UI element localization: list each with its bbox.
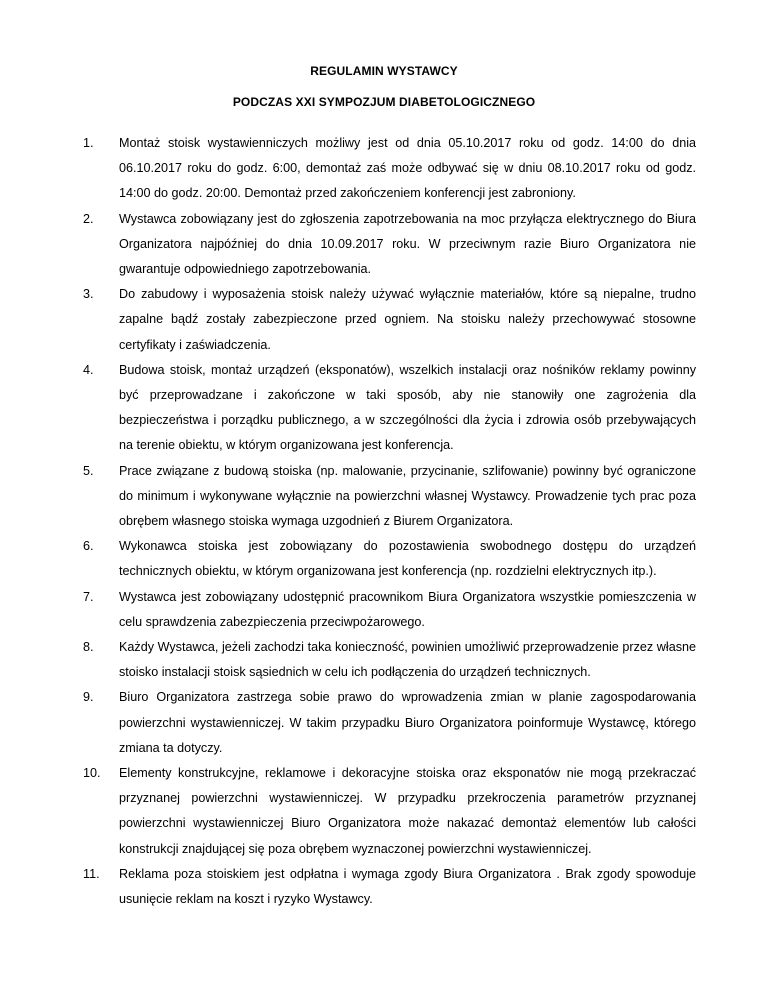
list-item <box>83 459 696 535</box>
item-text: Wystawca jest zobowiązany udostępnić pracownikom Biura Organizatora wszystkie pomieszczenia w celu sprawdzenia zabezpieczenia przeciwpożarowego. <box>119 589 696 629</box>
item-text: Biuro Organizatora zastrzega sobie prawo do wprowadzenia zmian w planie zagospodarowania powierzchni wystawienniczej. W takim przypadku Biuro Organizatora poinformuje Wystawcę, którego zmiana ta dotyczy. <box>119 690 696 755</box>
item-text: Wystawca zobowiązany jest do zgłoszenia zapotrzebowania na moc przyłącza elektrycznego do Biura Organizatora najpóźniej do dnia 10.09.2017 roku. W przeciwnym razie Biuro Organizatora nie gwarantuje odpowiedniego zapotrzebowania. <box>119 211 696 277</box>
item-text: Do zabudowy i wyposażenia stoisk należy używać wyłącznie materiałów, które są niepalne, trudno zapalne bądź zostały zabezpieczone przed ogniem. Na stoisku należy przechowywać stosowne certyfikaty i zaświadczenia. <box>119 287 696 352</box>
list-item <box>83 761 696 862</box>
item-text: Montaż stoisk wystawienniczych możliwy jest od dnia 05.10.2017 roku od godz. 14:00 do dnia 06.10.2017 roku do godz. 6:00, demontaż zaś może odbywać się w dniu 08.10.2017 roku od godz. 14:00 do godz. 20:00. Demontaż przed zakończeniem konferencji jest zabroniony. <box>119 136 696 201</box>
item-number: 6. <box>83 539 94 554</box>
item-text: Elementy konstrukcyjne, reklamowe i dekoracyjne stoiska oraz eksponatów nie mogą przekraczać przyznanej powierzchni wystawienniczej. W przypadku przekroczenia parametrów przyznanej powierzchni wystawienniczej Biuro Organizatora może nakazać demontaż elementów lub całości konstrukcji znajdującej się poza obrębem wyznaczonej powierzchni wystawienniczej. <box>119 766 696 856</box>
item-number: 9. <box>83 690 94 705</box>
list-item <box>83 862 696 912</box>
list-item <box>83 585 696 635</box>
item-number: 4. <box>83 362 94 377</box>
item-number: 10. <box>83 766 101 781</box>
list-item <box>83 685 696 761</box>
list-item <box>83 358 696 459</box>
item-number: 1. <box>83 136 94 150</box>
list-item <box>83 131 696 207</box>
regulations-list <box>83 131 696 912</box>
item-number: 3. <box>83 287 94 302</box>
item-text: Prace związane z budową stoiska (np. malowanie, przycinanie, szlifowanie) powinny być ograniczone do minimum i wykonywane wyłącznie na powierzchni własnej Wystawcy. Prowadzenie tych prac poza obrębem własnego stoiska wymaga uzgodnień z Biurem Organizatora. <box>119 463 696 529</box>
item-text: Budowa stoisk, montaż urządzeń (eksponatów), wszelkich instalacji oraz nośników reklamy powinny być przeprowadzane i zakończone w taki sposób, aby nie stanowiły one zagrożenia dla bezpieczeństwa i porządku publicznego, a w szczególności dla życia i zdrowia osób przebywających na terenie obiektu, w którym organizowana jest konferencja. <box>119 362 696 453</box>
item-number: 8. <box>83 640 94 655</box>
list-item <box>83 534 696 584</box>
item-text: Każdy Wystawca, jeżeli zachodzi taka konieczność, powinien umożliwić przeprowadzenie przez własne stoisko instalacji stoisk sąsiednich w celu ich podłączenia do urządzeń technicznych. <box>119 640 696 680</box>
item-number: 11. <box>83 866 100 881</box>
item-number: 5. <box>83 463 94 478</box>
item-number: 2. <box>83 211 94 226</box>
item-text: Wykonawca stoiska jest zobowiązany do pozostawienia swobodnego dostępu do urządzeń technicznych obiektu, w którym organizowana jest konferencja (np. rozdzielni elektrycznych itp.). <box>119 539 696 579</box>
list-item <box>83 635 696 685</box>
list-item <box>83 207 696 283</box>
item-number: 7. <box>83 589 94 604</box>
item-text: Reklama poza stoiskiem jest odpłatna i wymaga zgody Biura Organizatora . Brak zgody spowoduje usunięcie reklam na koszt i ryzyko Wystawcy. <box>119 866 696 907</box>
document-title: REGULAMIN WYSTAWCY <box>310 64 458 78</box>
document-subtitle: PODCZAS XXI SYMPOZJUM DIABETOLOGICZNEGO <box>232 95 536 109</box>
list-item <box>83 282 696 358</box>
